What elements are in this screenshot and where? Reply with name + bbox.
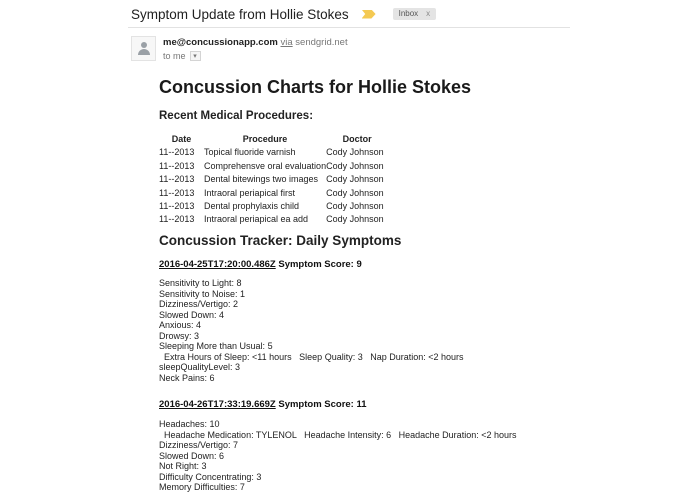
cell-doctor: Cody Johnson bbox=[326, 214, 384, 225]
cell-procedure: Intraoral periapical first bbox=[204, 187, 296, 198]
table-row bbox=[159, 173, 388, 186]
symptom-line: Neck Pains: 6 bbox=[159, 372, 215, 383]
symptom-subline: Extra Hours of Sleep: <11 hours Sleep Quality: 3 Nap Duration: <2 hours bbox=[159, 351, 464, 362]
symptom-list bbox=[159, 278, 464, 383]
symptom-line: Sleeping More than Usual: 5 bbox=[159, 341, 273, 352]
tracker-heading: Concussion Tracker: Daily Symptoms bbox=[159, 233, 402, 248]
procedures-table bbox=[159, 133, 388, 227]
cell-doctor: Cody Johnson bbox=[326, 160, 384, 171]
sender-email[interactable]: me@concussionapp.com bbox=[163, 37, 278, 48]
cell-procedure: Topical fluoride varnish bbox=[204, 147, 296, 158]
cell-procedure: Intraoral periapical ea add bbox=[204, 214, 309, 225]
entry-score: Symptom Score: 11 bbox=[278, 399, 367, 410]
table-row bbox=[159, 187, 388, 200]
cell-date: 11--2013 bbox=[159, 187, 195, 198]
remove-label-icon[interactable]: x bbox=[426, 9, 431, 18]
cell-date: 11--2013 bbox=[159, 174, 195, 185]
inbox-label: Inbox bbox=[398, 9, 419, 18]
symptom-line: Dizziness/Vertigo: 2 bbox=[159, 299, 239, 310]
email-subject: Symptom Update from Hollie Stokes bbox=[131, 6, 349, 22]
cell-date: 11--2013 bbox=[159, 160, 195, 171]
symptom-line: Sensitivity to Noise: 1 bbox=[159, 288, 246, 299]
avatar-person-icon bbox=[138, 49, 150, 55]
cell-procedure: Dental bitewings two images bbox=[204, 174, 319, 185]
col-header-procedure: Procedure bbox=[242, 134, 288, 144]
avatar-person-icon bbox=[141, 42, 147, 48]
via-domain: sendgrid.net bbox=[295, 37, 348, 48]
inbox-label-chip[interactable] bbox=[393, 8, 437, 20]
symptom-line: Headaches: 10 bbox=[159, 419, 220, 429]
procedures-heading: Recent Medical Procedures: bbox=[159, 110, 314, 122]
cell-doctor: Cody Johnson bbox=[326, 201, 384, 212]
cell-date: 11--2013 bbox=[159, 147, 195, 158]
table-header-row bbox=[159, 133, 388, 146]
sender-row bbox=[163, 37, 348, 48]
table-row bbox=[159, 146, 388, 159]
recipient-row bbox=[163, 51, 201, 61]
symptom-line: Drowsy: 3 bbox=[159, 330, 200, 341]
header-divider bbox=[128, 27, 570, 28]
avatar bbox=[131, 36, 156, 61]
symptom-line: Slowed Down: 6 bbox=[159, 450, 225, 461]
chevron-down-icon: ▾ bbox=[193, 52, 197, 60]
symptom-line: sleepQualityLevel: 3 bbox=[159, 362, 241, 373]
recipient-label: to me bbox=[163, 51, 186, 61]
symptom-list bbox=[159, 419, 516, 493]
symptom-line: Difficulty Concentrating: 3 bbox=[159, 471, 262, 482]
cell-procedure: Dental prophylaxis child bbox=[204, 201, 300, 212]
symptom-line: Anxious: 4 bbox=[159, 320, 202, 331]
page-title: Concussion Charts for Hollie Stokes bbox=[159, 77, 472, 97]
importance-marker-icon[interactable] bbox=[362, 10, 376, 19]
cell-procedure: Comprehensve oral evaluation bbox=[204, 160, 327, 171]
details-dropdown[interactable] bbox=[190, 51, 201, 61]
symptom-line: Memory Difficulties: 7 bbox=[159, 482, 245, 493]
cell-doctor: Cody Johnson bbox=[326, 174, 384, 185]
subject-row bbox=[131, 4, 436, 24]
cell-date: 11--2013 bbox=[159, 201, 195, 212]
col-header-doctor: Doctor bbox=[342, 134, 372, 144]
entry-heading bbox=[159, 399, 367, 410]
via-label: via bbox=[280, 37, 293, 48]
table-row bbox=[159, 200, 388, 213]
cell-date: 11--2013 bbox=[159, 214, 195, 225]
symptom-line: Slowed Down: 4 bbox=[159, 309, 225, 320]
cell-doctor: Cody Johnson bbox=[326, 187, 384, 198]
symptom-line: Not Right: 3 bbox=[159, 461, 207, 472]
symptom-line: Dizziness/Vertigo: 7 bbox=[159, 440, 239, 451]
symptom-subline: Headache Medication: TYLENOL Headache Intensity: 6 Headache Duration: <2 hours bbox=[159, 429, 517, 440]
table-row bbox=[159, 160, 388, 173]
entry-score: Symptom Score: 9 bbox=[278, 259, 362, 270]
entry-timestamp-link[interactable]: 2016-04-25T17:20:00.486Z bbox=[159, 259, 276, 270]
table-row bbox=[159, 213, 388, 226]
cell-doctor: Cody Johnson bbox=[326, 147, 384, 158]
entry-heading bbox=[159, 259, 362, 270]
col-header-date: Date bbox=[171, 134, 192, 144]
symptom-line: Sensitivity to Light: 8 bbox=[159, 278, 242, 288]
entry-timestamp-link[interactable]: 2016-04-26T17:33:19.669Z bbox=[159, 399, 276, 410]
